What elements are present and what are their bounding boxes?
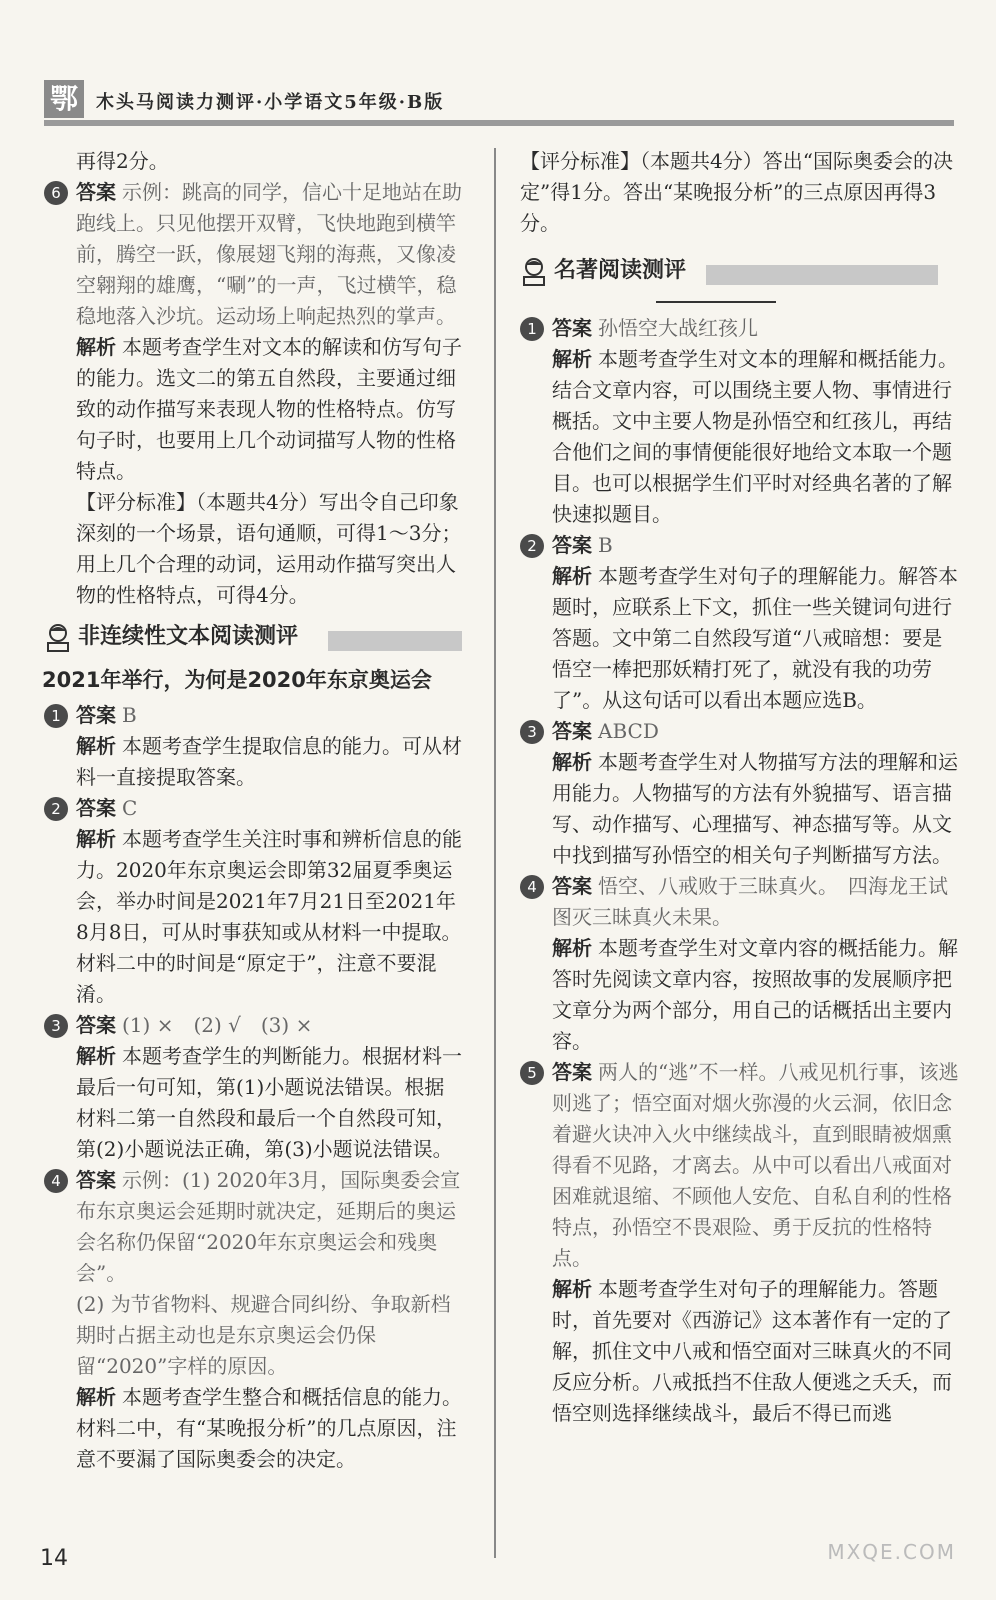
analysis-label: 解析: [552, 1277, 592, 1301]
question-4: [44, 1165, 464, 1475]
analysis-text: 本题考查学生关注时事和辨析信息的能力。2020年东京奥运会即第32届夏季奥运会，举办时间是2021年7月21日至2021年8月8日，可从时事获知或从材料一中提取。材料二中的时间是“原定于”，注意不要混淆。: [76, 827, 462, 1006]
article-title: 2021年举行，为何是2020年东京奥运会: [42, 668, 432, 692]
region-badge: 鄂: [44, 80, 84, 118]
question-number: 4: [520, 875, 544, 899]
section-bar: [328, 631, 462, 651]
analysis-text: 本题考查学生对人物描写方法的理解和运用能力。人物描写的方法有外貌描写、语言描写、动作描写、心理描写、神态描写等。从文中找到描写孙悟空的相关句子判断描写方法。: [552, 750, 958, 867]
analysis-label: 解析: [76, 335, 116, 359]
analysis-text: 本题考查学生对文章内容的概括能力。解答时先阅读文章内容，按照故事的发展顺序把文章分为两个部分，用自己的话概括出主要内容。: [552, 936, 958, 1053]
answer-label: 答案: [76, 1168, 116, 1192]
question-4: [520, 871, 960, 1057]
continued-text: 再得2分。: [76, 149, 169, 173]
answer-label: 答案: [76, 703, 116, 727]
question-number: 6: [44, 181, 68, 205]
answer-text: B: [122, 703, 137, 727]
question-number: 4: [44, 1169, 68, 1193]
answer-text: B: [598, 533, 613, 557]
section-title: 名著阅读测评: [554, 258, 687, 283]
answer-label: 答案: [552, 533, 592, 557]
analysis-text: 本题考查学生对文本的理解和概括能力。结合文章内容，可以围绕主要人物、事情进行概括。文中主要人物是孙悟空和红孩儿，再结合他们之间的事情便能很好地给文本取一个题目。也可以根据学生们平时对经典名著的了解快速拟题目。: [552, 347, 958, 526]
running-header: [44, 76, 954, 120]
question-1: [520, 313, 960, 530]
answer-text: 示例：跳高的同学，信心十足地站在助跑线上。只见他摆开双臂，飞快地跑到横竿前，腾空一跃，像展翅飞翔的海燕，又像凌空翱翔的雄鹰，“唰”的一声，飞过横竿，稳稳地落入沙坑。运动场上响起热烈的掌声。: [76, 180, 462, 328]
analysis-text: 本题考查学生对句子的理解能力。答题时，首先要对《西游记》这本著作有一定的了解，抓住文中八戒和悟空面对三昧真火的不同反应分析。八戒抵挡不住敌人便逃之夭夭，而悟空则选择继续战斗，最后不得已而逃: [552, 1277, 952, 1425]
question-number: 2: [44, 797, 68, 821]
answer-text: 示例：(1) 2020年3月，国际奥委会宣布东京奥运会延期时就决定，延期后的奥运会名称仍保留“2020年东京奥运会和残奥会”。: [76, 1168, 461, 1285]
page-number: 14: [40, 1546, 68, 1571]
question-number: 2: [520, 534, 544, 558]
question-2: [44, 793, 464, 1010]
answer-label: 答案: [552, 1060, 592, 1084]
analysis-label: 解析: [552, 564, 592, 588]
answer-label: 答案: [76, 180, 116, 204]
analysis-text: 本题考查学生提取信息的能力。可从材料一直接提取答案。: [76, 734, 462, 789]
question-number: 1: [520, 317, 544, 341]
section-title: 非连续性文本阅读测评: [78, 624, 299, 649]
header-title: 木头马阅读力测评·小学语文5年级·B版: [96, 92, 445, 113]
section-header-classics: [520, 251, 960, 295]
scoring-criteria: 【评分标准】（本题共4分）写出令自己印象深刻的一个场景，语句通顺，可得1～3分；用上几个合理的动词，运用动作描写突出人物的性格特点，可得4分。: [76, 490, 462, 607]
analysis-text: 本题考查学生的判断能力。根据材料一最后一句可知，第(1)小题说法错误。根据材料二第一自然段和最后一个自然段可知，第(2)小题说法正确，第(3)小题说法错误。: [76, 1044, 462, 1161]
answer-label: 答案: [552, 719, 592, 743]
answer-text: (1) × (2) √ (3) ×: [122, 1013, 313, 1037]
analysis-label: 解析: [552, 936, 592, 960]
analysis-label: 解析: [76, 1385, 116, 1409]
header-rule: [44, 120, 954, 126]
column-divider: [494, 148, 496, 1558]
answer-text: C: [122, 796, 138, 820]
question-number: 3: [520, 720, 544, 744]
question-3: [520, 716, 960, 871]
section-header-nonlinear: [44, 617, 464, 661]
answer-label: 答案: [552, 316, 592, 340]
question-2: [520, 530, 960, 716]
left-column: [44, 146, 464, 1475]
question-number: 3: [44, 1014, 68, 1038]
analysis-label: 解析: [76, 1044, 116, 1068]
question-6: [44, 177, 464, 611]
scoring-criteria: 【评分标准】（本题共4分）答出“国际奥委会的决定”得1分。答出“某晚报分析”的三点原因再得3分。: [520, 149, 953, 235]
answer-text-part2: (2) 为节省物料、规避合同纠纷、争取新档期时占据主动也是东京奥运会仍保留“2020”字样的原因。: [76, 1292, 451, 1378]
watermark: MXQE.COM: [827, 1540, 956, 1564]
analysis-label: 解析: [552, 347, 592, 371]
analysis-label: 解析: [76, 827, 116, 851]
analysis-text: 本题考查学生对文本的解读和仿写句子的能力。选文二的第五自然段，主要通过细致的动作描写来表现人物的性格特点。仿写句子时，也要用上几个动词描写人物的性格特点。: [76, 335, 462, 483]
answer-text: ABCD: [598, 719, 659, 743]
answer-label: 答案: [76, 1013, 116, 1037]
section-bar: [706, 265, 938, 285]
question-5: [520, 1057, 960, 1429]
analysis-label: 解析: [76, 734, 116, 758]
analysis-label: 解析: [552, 750, 592, 774]
answer-label: 答案: [552, 874, 592, 898]
question-number: 5: [520, 1061, 544, 1085]
right-column: [520, 146, 960, 1429]
question-number: 1: [44, 704, 68, 728]
question-1: [44, 700, 464, 793]
analysis-text: 本题考查学生对句子的理解能力。解答本题时，应联系上下文，抓住一些关键词句进行答题。文中第二自然段写道“八戒暗想：要是悟空一棒把那妖精打死了，就没有我的功劳了”。从这句话可以看出本题应选B。: [552, 564, 958, 712]
title-underline: [656, 301, 776, 303]
answer-text: 悟空、八戒败于三昧真火。 四海龙王试图灭三昧真火未果。: [552, 874, 948, 929]
answer-text: 两人的“逃”不一样。八戒见机行事，该逃则逃了；悟空面对烟火弥漫的火云洞，依旧念着避火诀冲入火中继续战斗，直到眼睛被烟熏得看不见路，才离去。从中可以看出八戒面对困难就退缩、不顾他人安危、自私自利的性格特点，孙悟空不畏艰险、勇于反抗的性格特点。: [552, 1060, 959, 1270]
analysis-text: 本题考查学生整合和概括信息的能力。材料二中，有“某晚报分析”的几点原因，注意不要漏了国际奥委会的决定。: [76, 1385, 462, 1471]
answer-text: 孙悟空大战红孩儿: [598, 316, 758, 340]
question-3: [44, 1010, 464, 1165]
answer-label: 答案: [76, 796, 116, 820]
student-reading-icon: [520, 257, 548, 287]
student-reading-icon: [44, 623, 72, 653]
